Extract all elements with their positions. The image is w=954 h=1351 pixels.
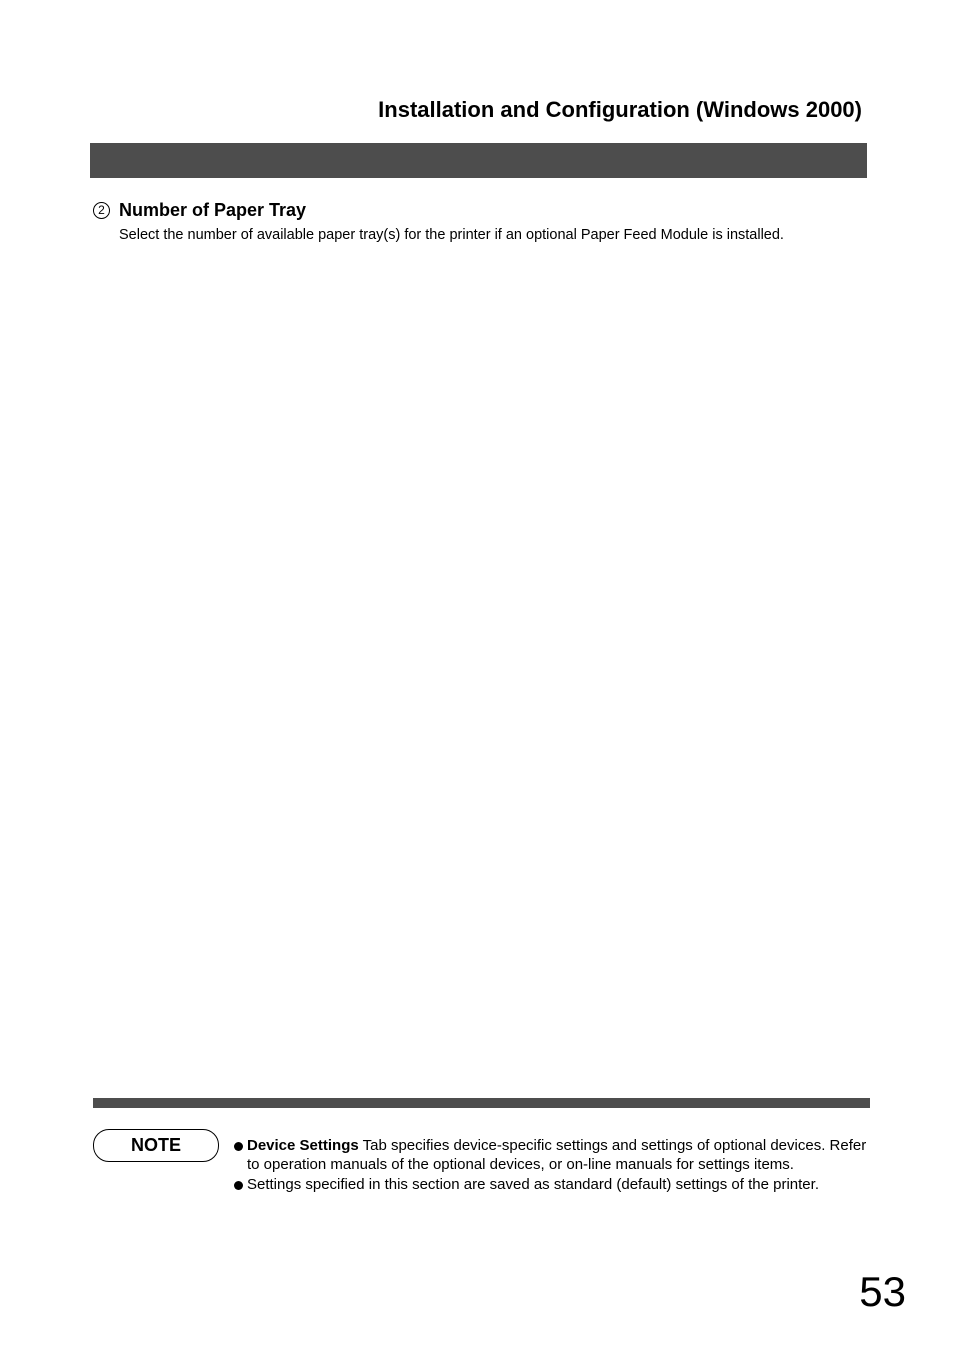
bullet-icon	[234, 1142, 243, 1151]
header-band	[90, 143, 867, 178]
circled-number-marker: 2	[93, 202, 110, 219]
bullet-icon	[234, 1181, 243, 1190]
page-header-title: Installation and Configuration (Windows 2000)	[378, 97, 862, 122]
note-item-bold: Device Settings	[247, 1137, 359, 1154]
note-badge: NOTE	[93, 1129, 219, 1162]
section-title: Number of Paper Tray	[119, 200, 307, 220]
note-item	[232, 1136, 872, 1174]
note-divider	[93, 1098, 870, 1108]
note-item	[232, 1175, 872, 1194]
page-number: 53	[859, 1268, 906, 1315]
section-description: Select the number of available paper tray(s) for the printer if an optional Paper Feed Module is installed.	[119, 227, 784, 243]
note-item-text: Tab specifies device-specific settings and settings of optional devices. Refer to operation manuals of the optional devices, or on-line manuals for settings items.	[247, 1137, 867, 1173]
note-item-text: Settings specified in this section are saved as standard (default) settings of the printer.	[247, 1176, 819, 1193]
note-list	[232, 1136, 872, 1195]
